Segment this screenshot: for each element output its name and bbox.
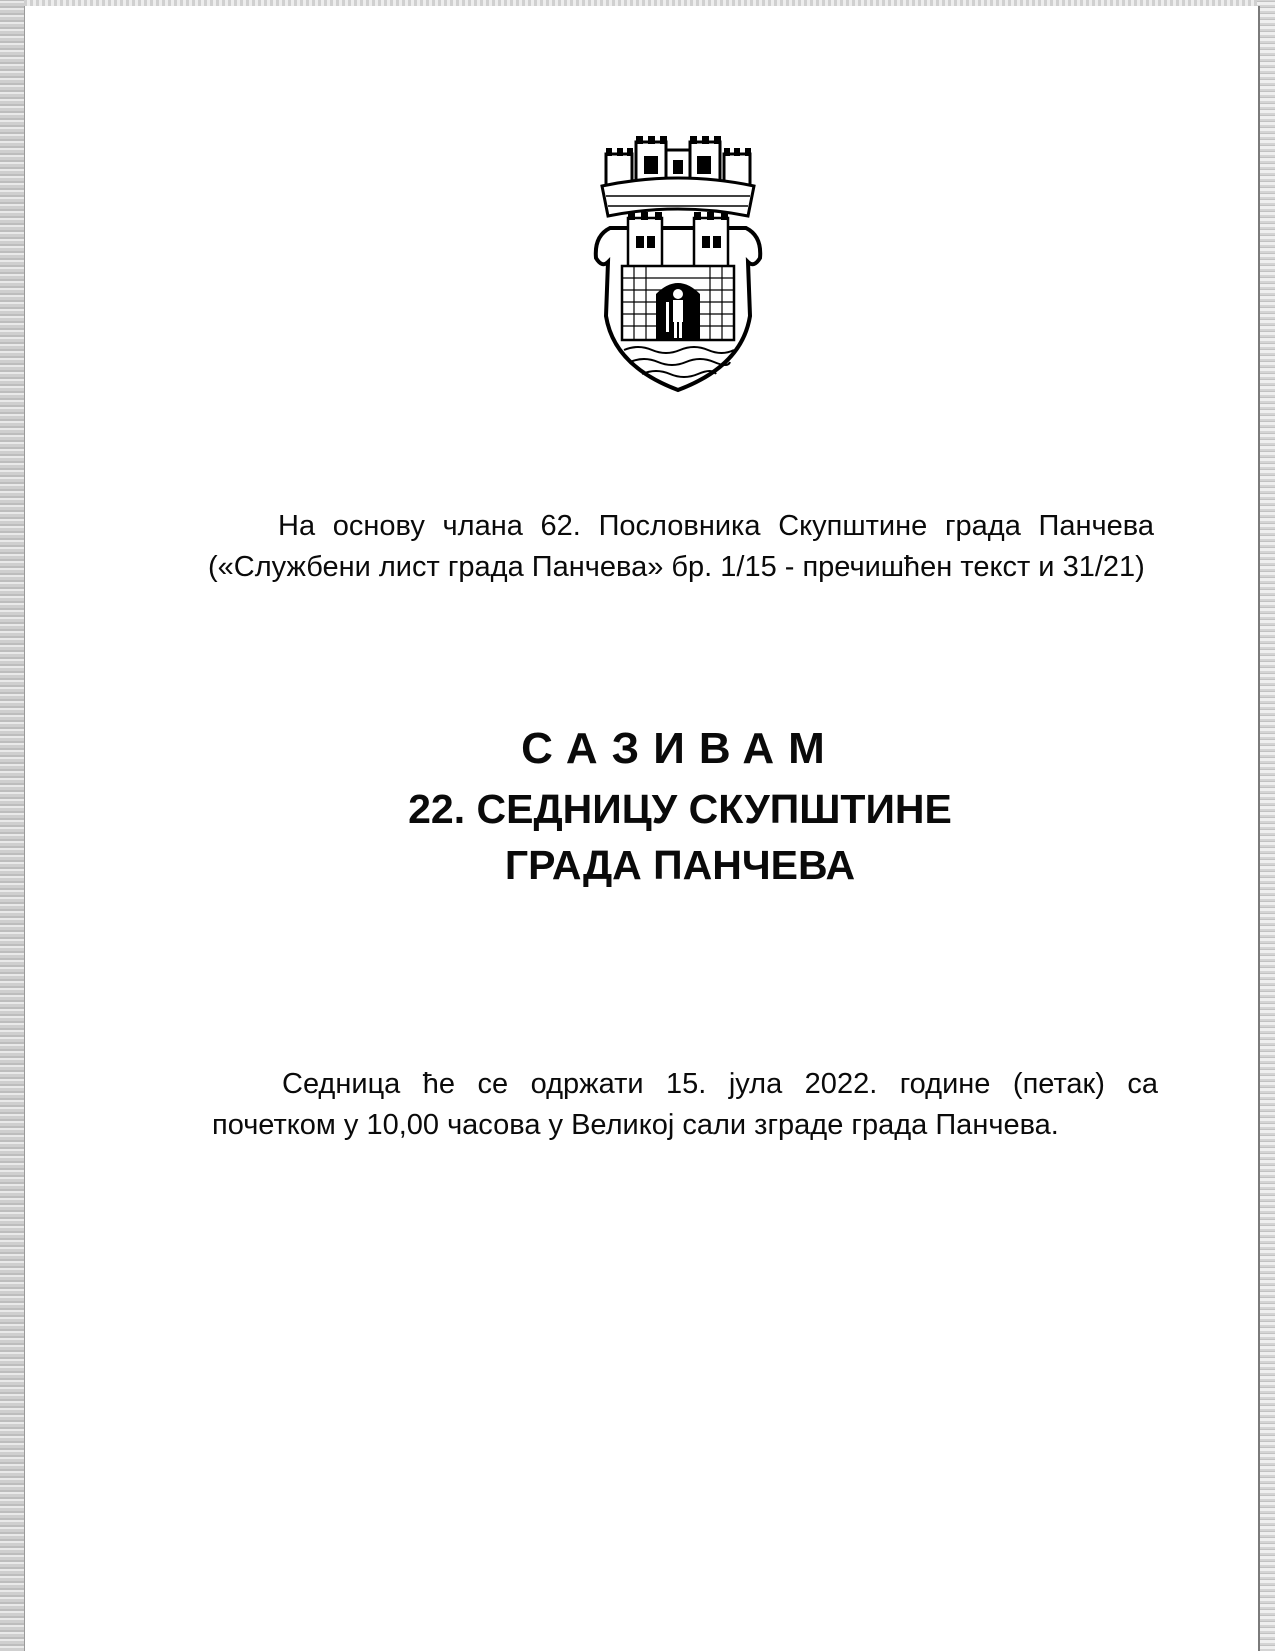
city-coat-of-arms-icon: [588, 136, 768, 394]
preamble-text: На основу члана 62. Пословника Скупштине града Панчева («Службени лист града Панчева» бр. 1/15 - пречишћен текст и 31/21): [208, 510, 1154, 583]
session-details-paragraph: [212, 1064, 1158, 1146]
preamble-paragraph: [208, 506, 1154, 588]
session-details-text: Седница ће се одржати 15. јула 2022. године (петак) са почетком у 10,00 часова у Великој сали зграде града Панчева.: [212, 1068, 1158, 1141]
heading-convene: САЗИВАМ: [521, 724, 839, 773]
heading-city: ГРАДА ПАНЧЕВА: [504, 842, 856, 888]
heading-session: 22. СЕДНИЦУ СКУПШТИНЕ: [408, 786, 952, 832]
scan-edge-left: [0, 0, 24, 1651]
